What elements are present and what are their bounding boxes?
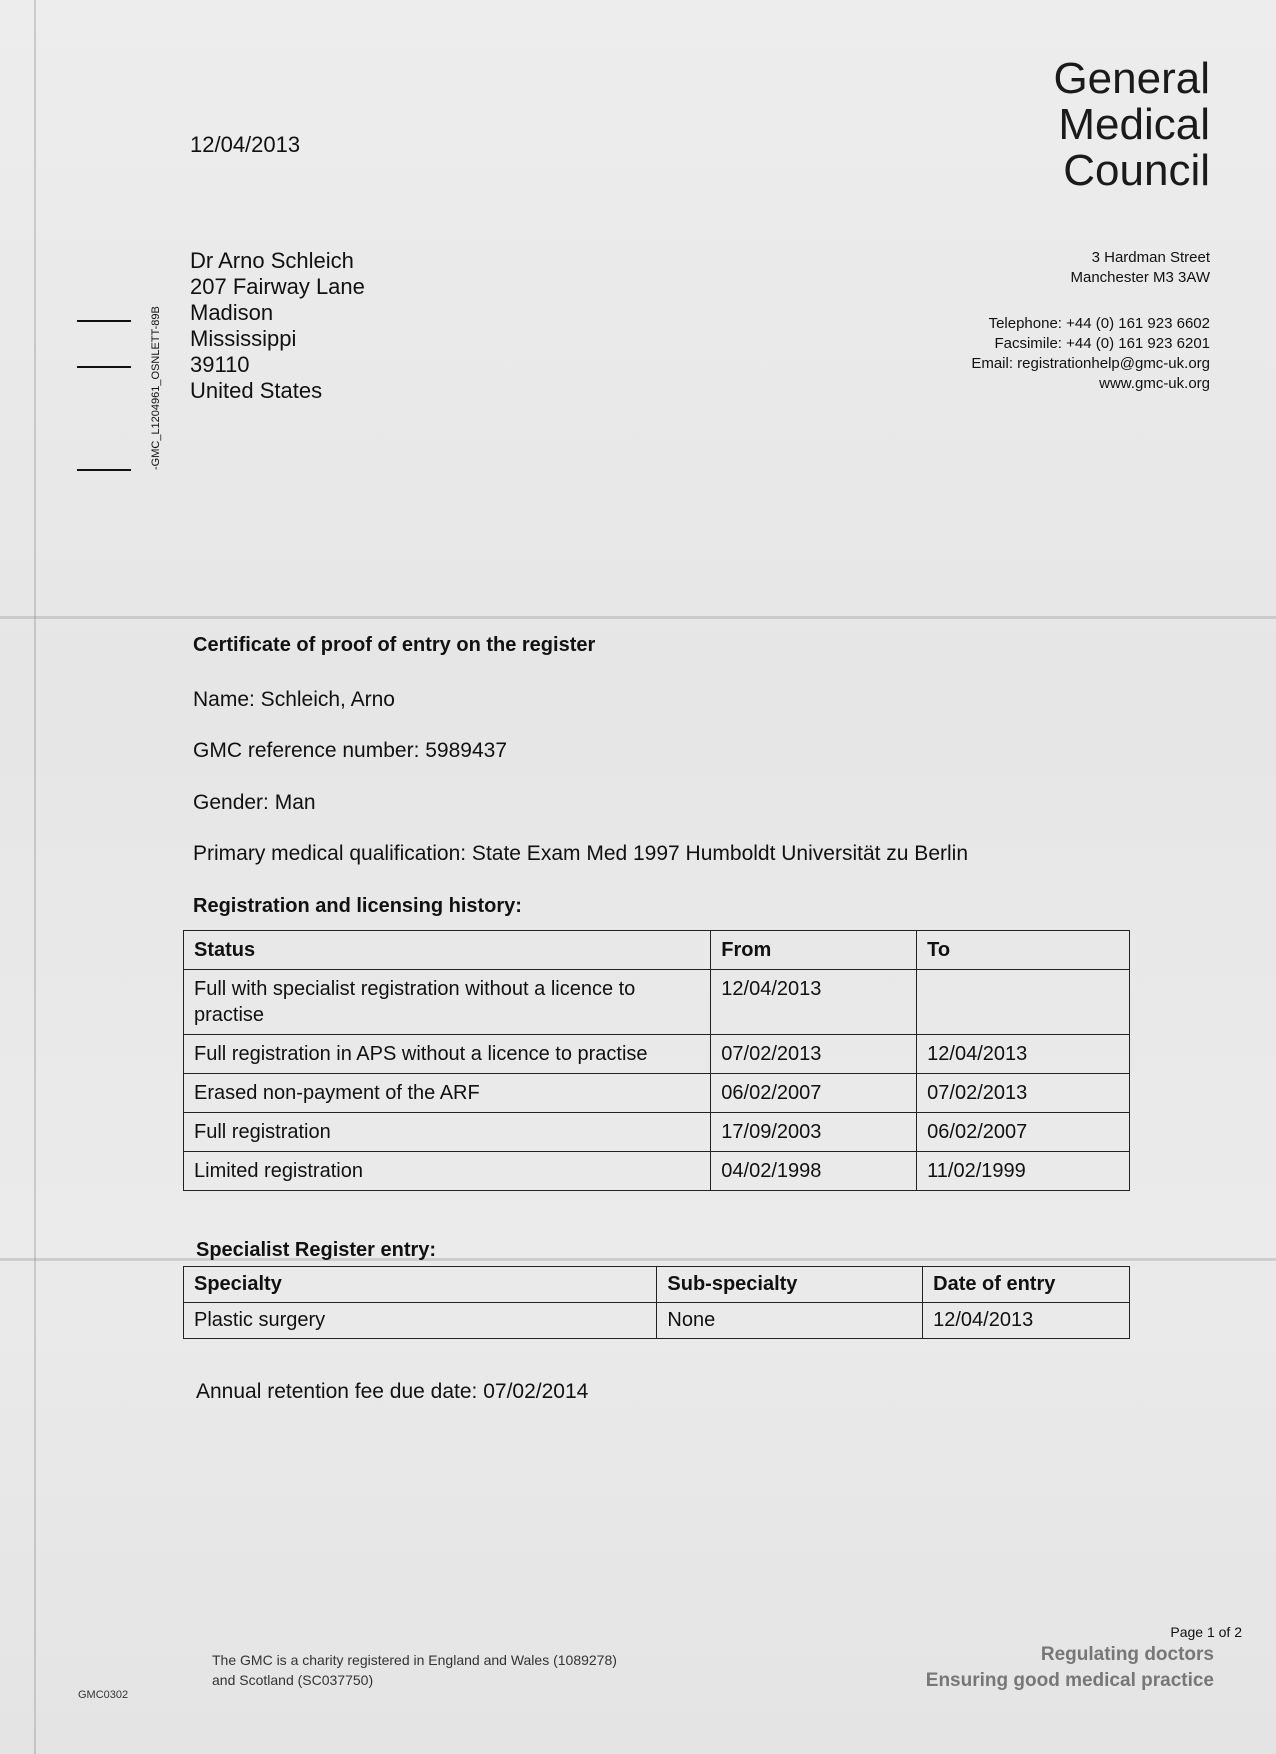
org-address-line: Manchester M3 3AW [1070, 269, 1210, 286]
form-code: GMC0302 [78, 1689, 129, 1701]
tagline-line: Regulating doctors [1040, 1644, 1214, 1665]
table-row [184, 1035, 1130, 1074]
status-cell: Limited registration [184, 1152, 711, 1191]
specialist-title: Specialist Register entry: [196, 1239, 437, 1261]
table-row [184, 1303, 1130, 1339]
charity-line: and Scotland (SC037750) [212, 1672, 374, 1688]
gmc-tagline [926, 1642, 1214, 1694]
charity-notice [212, 1650, 617, 1690]
address-line: 207 Fairway Lane [190, 274, 365, 299]
paper-edge [34, 0, 36, 1754]
registration-history-table [183, 930, 1130, 1191]
recipient-address [190, 248, 365, 404]
status-cell: Full registration in APS without a licence to practise [184, 1035, 711, 1074]
table-header-row [184, 1267, 1130, 1303]
fold-mark [77, 469, 131, 471]
org-address-line: 3 Hardman Street [1091, 249, 1210, 266]
certificate-title: Certificate of proof of entry on the register [193, 634, 596, 656]
to-cell: 12/04/2013 [917, 1035, 1130, 1074]
logo-line: Medical [1058, 100, 1210, 149]
header-from: From [711, 931, 917, 970]
status-cell: Erased non-payment of the ARF [184, 1074, 711, 1113]
address-line: United States [190, 378, 323, 403]
facsimile: Facsimile: +44 (0) 161 923 6201 [994, 335, 1210, 352]
header-to: To [917, 931, 1130, 970]
specialist-register-table [183, 1266, 1130, 1339]
date-of-entry-cell: 12/04/2013 [923, 1303, 1130, 1339]
telephone: Telephone: +44 (0) 161 923 6602 [988, 315, 1210, 332]
tagline-line: Ensuring good medical practice [925, 1670, 1214, 1691]
gmc-logo [1053, 56, 1210, 194]
table-row [184, 1113, 1130, 1152]
to-cell [917, 970, 1130, 1035]
address-line: Madison [190, 300, 274, 325]
mailing-code: -GMC_L1204961_OSNLETT-89B [150, 306, 162, 470]
fold-mark [77, 320, 131, 322]
fold-line [0, 616, 1276, 619]
table-header-row [184, 931, 1130, 970]
table-row [184, 970, 1130, 1035]
retention-fee-date: Annual retention fee due date: 07/02/2014 [196, 1380, 589, 1403]
from-cell: 07/02/2013 [711, 1035, 917, 1074]
header-sub-specialty: Sub-specialty [657, 1267, 923, 1303]
header-status: Status [184, 931, 711, 970]
header-date-of-entry: Date of entry [923, 1267, 1130, 1303]
logo-line: Council [1063, 146, 1210, 195]
header-specialty: Specialty [184, 1267, 657, 1303]
gmc-reference: GMC reference number: 5989437 [193, 739, 508, 762]
from-cell: 12/04/2013 [711, 970, 917, 1035]
status-cell: Full registration [184, 1113, 711, 1152]
primary-qualification: Primary medical qualification: State Exam Med 1997 Humboldt Universität zu Berlin [193, 842, 969, 865]
logo-line: General [1053, 54, 1210, 103]
address-line: 39110 [190, 352, 250, 377]
page-number: Page 1 of 2 [1170, 1624, 1242, 1640]
specialty-cell: Plastic surgery [184, 1303, 657, 1339]
fold-line [0, 1258, 1276, 1261]
history-title: Registration and licensing history: [193, 895, 522, 917]
email: Email: registrationhelp@gmc-uk.org [971, 355, 1210, 372]
from-cell: 04/02/1998 [711, 1152, 917, 1191]
letter-date: 12/04/2013 [190, 132, 301, 157]
from-cell: 06/02/2007 [711, 1074, 917, 1113]
address-line: Mississippi [190, 326, 297, 351]
gender: Gender: Man [193, 791, 316, 814]
org-contact [971, 248, 1210, 394]
from-cell: 17/09/2003 [711, 1113, 917, 1152]
doctor-name: Name: Schleich, Arno [193, 688, 395, 711]
to-cell: 11/02/1999 [917, 1152, 1130, 1191]
table-row [184, 1074, 1130, 1113]
website: www.gmc-uk.org [1099, 375, 1210, 392]
charity-line: The GMC is a charity registered in England and Wales (1089278) [212, 1652, 617, 1668]
sub-specialty-cell: None [657, 1303, 923, 1339]
fold-mark [77, 366, 131, 368]
table-row [184, 1152, 1130, 1191]
to-cell: 07/02/2013 [917, 1074, 1130, 1113]
address-line: Dr Arno Schleich [190, 248, 354, 273]
status-cell: Full with specialist registration without a licence to practise [184, 970, 711, 1035]
to-cell: 06/02/2007 [917, 1113, 1130, 1152]
